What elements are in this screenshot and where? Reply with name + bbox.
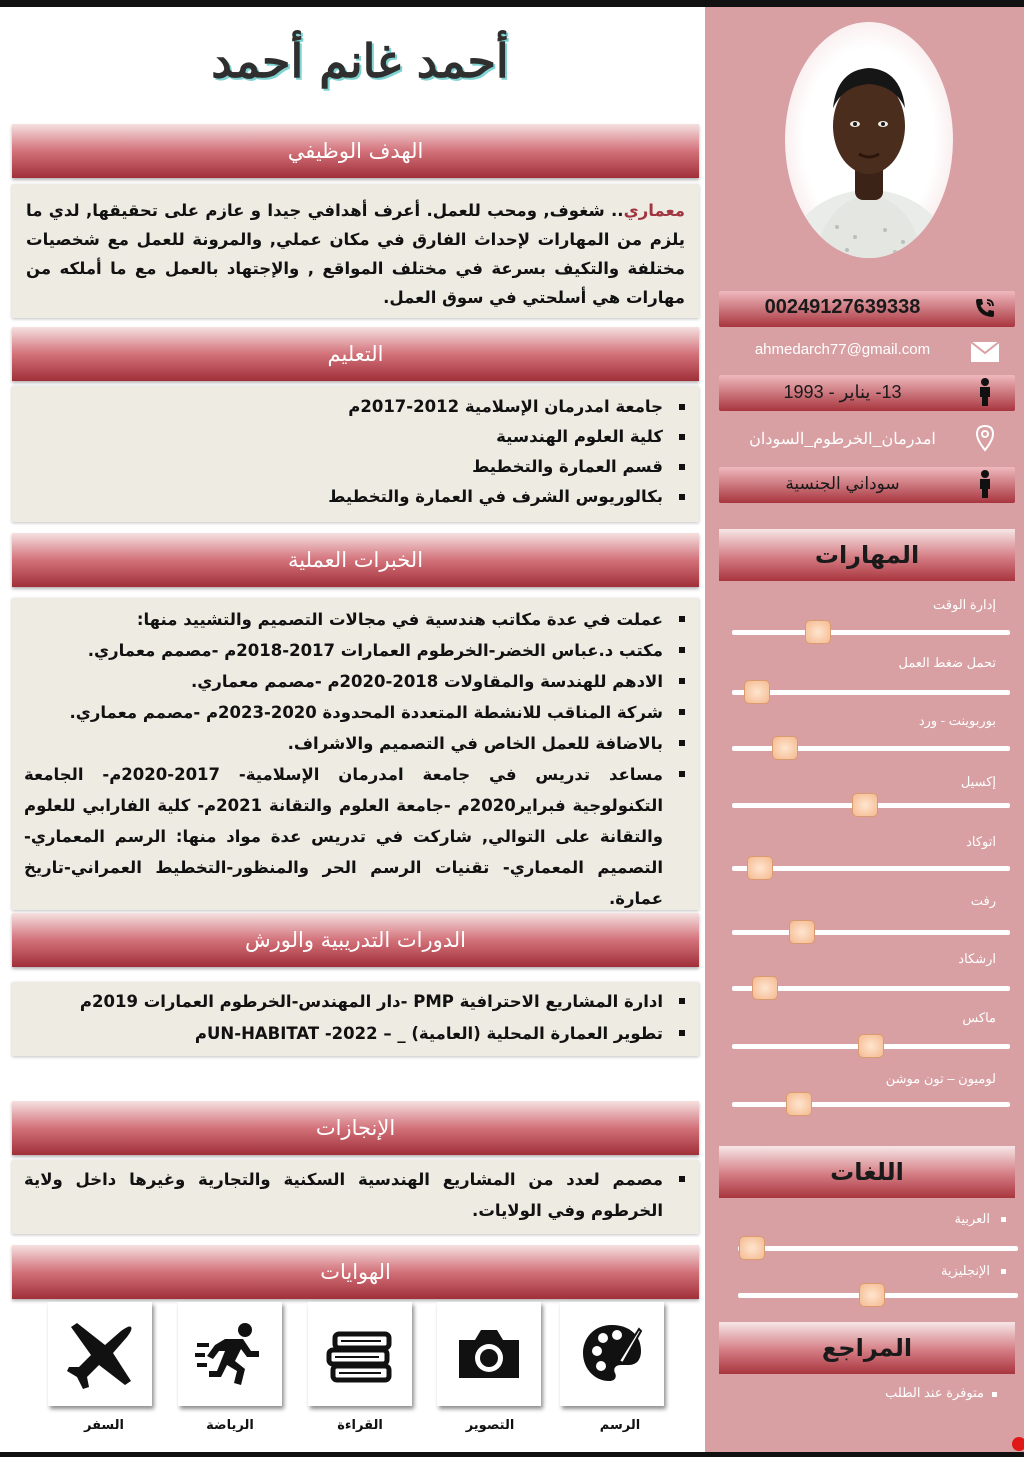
skill-label: إدارة الوقت: [933, 597, 996, 612]
phone-number: 00249127639338: [764, 296, 921, 318]
objective-box: [12, 184, 699, 318]
birth-date: 13- يناير - 1993: [783, 382, 902, 402]
bullet: [1001, 1217, 1006, 1222]
skill-label: اتوكاد: [966, 834, 996, 849]
location-pin-icon: [968, 421, 1002, 455]
hobby-label: السفر: [83, 1418, 124, 1433]
language-slider: [738, 1246, 1018, 1251]
experience-item: مساعد تدريس في جامعة امدرمان الإسلامية- 2017-2020م- الجامعة التكنولوجية فبراير2020م -جامعة العلوم والتقانة 2021م- كلية الفارابي للعلوم والتقانة على التوالي, شاركت في تدريس عدة مواد منها: الرسم المعماري-التصميم المعماري- تقنيات الرسم الحر والمنظور-التخطيط العمراني-تاريخ عمارة.: [24, 759, 663, 914]
skill-slider: [732, 930, 1010, 935]
references-text: متوفرة عند الطلب: [885, 1385, 984, 1400]
hobbies-heading: الهوايات: [12, 1245, 699, 1299]
courses-heading: الدورات التدريبية والورش: [12, 913, 699, 967]
language-label: العربية: [954, 1211, 990, 1226]
education-item: جامعة امدرمان الإسلامية 2012-2017م: [24, 392, 663, 422]
skill-label: ارشكاد: [958, 951, 996, 966]
experience-item: مكتب د.عباس الخضر-الخرطوم العمارات 2017-2018م -مصمم معماري.: [24, 635, 663, 666]
skill-knob: [752, 976, 778, 1000]
top-border: [0, 0, 1024, 7]
skill-label: بوربوينت - ورد: [918, 713, 996, 728]
nationality-text: سوداني الجنسية: [785, 474, 900, 493]
person-icon: [968, 375, 1002, 409]
skill-label: إكسيل: [960, 774, 996, 789]
courses-box: [12, 982, 699, 1056]
skill-knob: [858, 1034, 884, 1058]
hobby-label: التصوير: [465, 1418, 515, 1433]
skill-slider: [732, 1044, 1010, 1049]
hobby-card-reading: [308, 1302, 412, 1406]
skill-slider: [732, 1102, 1010, 1107]
objective-heading: الهدف الوظيفي: [12, 124, 699, 178]
languages-heading: اللغات: [719, 1146, 1015, 1198]
skill-slider: [732, 866, 1010, 871]
experience-item: عملت في عدة مكاتب هندسية في مجالات التصميم والتشييد منها:: [24, 604, 663, 635]
experience-item: الادهم للهندسة والمقاولات 2018-2020م -مصمم معماري.: [24, 666, 663, 697]
hobby-card-travel: [48, 1302, 152, 1406]
education-item: قسم العمارة والتخطيط: [24, 452, 663, 482]
skill-slider: [732, 803, 1010, 808]
language-slider: [738, 1293, 1018, 1298]
skill-label: لوميون – تون موشن: [885, 1071, 996, 1086]
hobby-label: الرسم: [599, 1418, 641, 1433]
email-icon: [968, 335, 1002, 369]
phone-icon: [968, 291, 1002, 325]
skill-label: ماكس: [962, 1010, 996, 1025]
language-knob: [859, 1283, 885, 1307]
language-label: الإنجليزية: [940, 1263, 990, 1278]
palette-icon: [574, 1316, 650, 1392]
runner-icon: [192, 1316, 268, 1392]
bullet: [1001, 1269, 1006, 1274]
experience-item: شركة المناقب للانشطة المتعددة المحدودة 2020-2023م -مصمم معماري.: [24, 697, 663, 728]
hobby-card-photography: [437, 1302, 541, 1406]
education-heading: التعليم: [12, 327, 699, 381]
objective-text: .. شغوف, ومحب للعمل. أعرف أهدافي جيدا و عازم على تحقيقها, لدي ما يلزم من المهارات لإحداث الفارق في مكان عملي, والمرونة للعمل مع شخصيات مختلفة والتكيف بسرعة في مختلف المواقع , والإجتهاد بالعمل مع ما أملكه من مهارات هي أسلحتي في سوق العمل.: [26, 201, 685, 307]
skill-knob: [772, 736, 798, 760]
skill-knob: [805, 620, 831, 644]
references-heading: المراجع: [719, 1322, 1015, 1374]
airplane-icon: [62, 1316, 138, 1392]
experience-box: [12, 598, 699, 910]
objective-lead: معماري: [623, 201, 685, 220]
education-item: بكالوريوس الشرف في العمارة والتخطيط: [24, 482, 663, 512]
experience-heading: الخبرات العملية: [12, 533, 699, 587]
bullet: [992, 1392, 997, 1397]
skill-label: تحمل ضغط العمل: [898, 655, 996, 670]
location-text: امدرمان_الخرطوم_السودان: [749, 431, 936, 448]
skill-knob: [744, 680, 770, 704]
course-item: ادارة المشاريع الاحترافية PMP -دار المهندس-الخرطوم العمارات 2019م: [24, 986, 663, 1018]
achievement-item: مصمم لعدد من المشاريع الهندسية السكنية والتجارية وغيرها داخل ولاية الخرطوم وفي الولايات.: [24, 1164, 663, 1226]
person-icon: [968, 467, 1002, 501]
skills-heading: المهارات: [719, 529, 1015, 581]
skill-knob: [786, 1092, 812, 1116]
achievements-heading: الإنجازات: [12, 1101, 699, 1155]
skill-knob: [852, 793, 878, 817]
skill-slider: [732, 630, 1010, 635]
hobby-label: القراءة: [337, 1418, 383, 1433]
bottom-border: [0, 1452, 1024, 1457]
course-item: تطوير العمارة المحلية (العامية) _ – UN-HABITAT -2022م: [24, 1018, 663, 1050]
skill-knob: [747, 856, 773, 880]
books-icon: [322, 1316, 398, 1392]
profile-photo: [785, 22, 953, 258]
hobby-label: الرياضة: [206, 1418, 254, 1433]
education-item: كلية العلوم الهندسية: [24, 422, 663, 452]
objective-paragraph: [12, 184, 699, 320]
skill-slider: [732, 746, 1010, 751]
skill-slider: [732, 986, 1010, 991]
education-box: [12, 386, 699, 522]
experience-item: بالاضافة للعمل الخاص في التصميم والاشراف.: [24, 728, 663, 759]
skill-slider: [732, 690, 1010, 695]
red-dot: [1012, 1437, 1024, 1451]
hobby-card-sports: [178, 1302, 282, 1406]
hobby-card-drawing: [560, 1302, 664, 1406]
camera-icon: [451, 1316, 527, 1392]
email-address[interactable]: ahmedarch77@gmail.com: [754, 341, 931, 358]
skill-knob: [789, 920, 815, 944]
skill-label: رفت: [970, 893, 996, 908]
person-name: أحمد غانم أحمد: [211, 34, 509, 88]
achievements-box: [12, 1160, 699, 1234]
language-knob: [739, 1236, 765, 1260]
